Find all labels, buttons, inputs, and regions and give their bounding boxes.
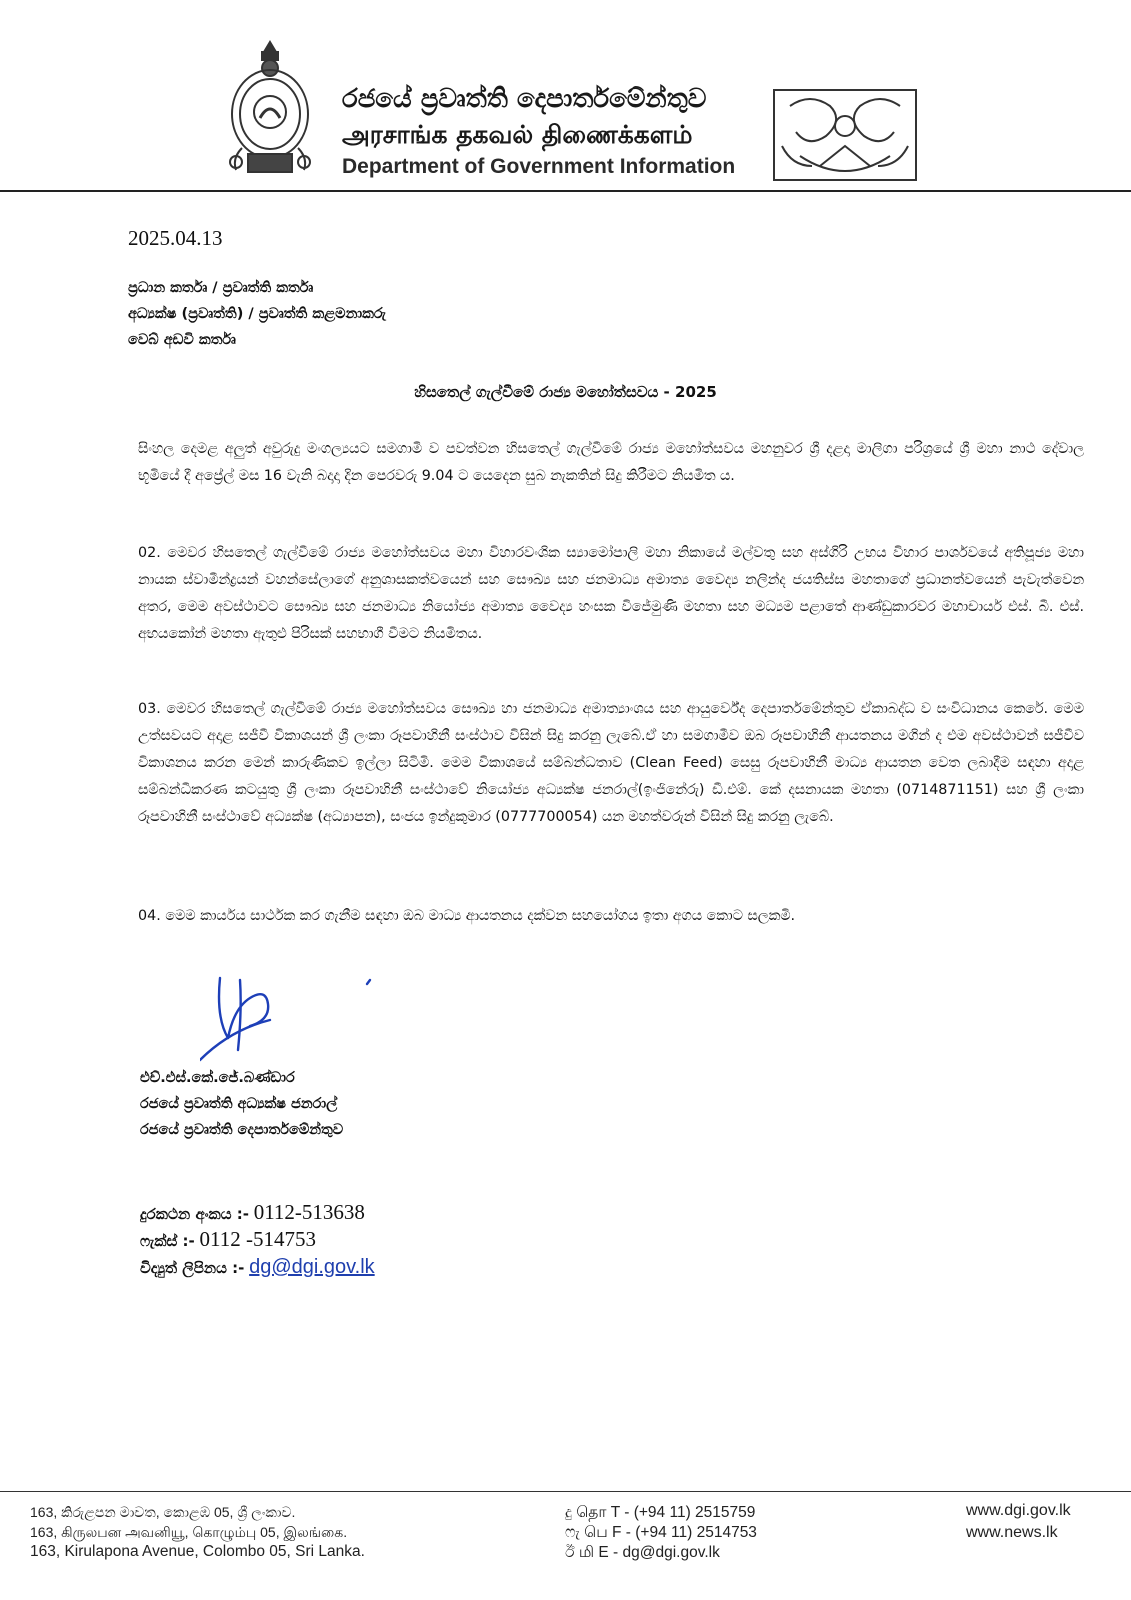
phone-number: 0112-513638	[253, 1200, 365, 1224]
footer-fax: ෆැ பெ F - (+94 11) 2514753	[565, 1524, 757, 1541]
signatory-name: එච්.එස්.කේ.ජේ.බණ්ඩාර	[140, 1070, 295, 1086]
footer-divider	[0, 1491, 1131, 1492]
recipient-line: ප්‍රධාන කර්තෘ / ප්‍රවෘත්ති කර්තෘ	[128, 280, 314, 296]
department-name-sinhala: රජයේ ප්‍රවෘත්ති දෙපාර්තමේන්තුව	[342, 84, 707, 114]
handwritten-signature-icon	[200, 970, 400, 1070]
department-name-tamil: அரசாங்க தகவல் திணைக்களம்	[342, 120, 693, 149]
recipient-line: අධ්‍යක්ෂ (ප්‍රවෘත්ති) / ප්‍රවෘත්ති කළමනාකරු	[128, 306, 387, 322]
email-contact	[140, 1256, 375, 1279]
footer-address-english: 163, Kirulapona Avenue, Colombo 05, Sri Lanka.	[30, 1543, 365, 1560]
body-paragraph: සිංහල දෙමළ අලුත් අවුරුදු මංගල්‍යයට සමගාමී ව පවත්වන හිසතෙල් ගැල්වීමේ රාජ්‍ය මහෝත්සවය මහනුවර ශ්‍රී දළදා මාලිගා පරිශ්‍රයේ ශ්‍රී මහා නාථ දේවාල භූමියේ දී අප්‍රේල් මස 16 වැනි බදාදා දින පෙරවරු 9.04 ට යෙදෙන සුබ නැකතින් සිදු කිරීමට නියමිත ය.	[138, 441, 1084, 484]
email-link[interactable]: dg@dgi.gov.lk	[249, 1256, 375, 1278]
footer-address-sinhala: 163, කිරුළපන මාවත, කොළඹ 05, ශ්‍රී ලංකාව.	[30, 1504, 296, 1520]
fax-contact	[140, 1227, 316, 1252]
letter-date: 2025.04.13	[128, 226, 223, 250]
signatory-department: රජයේ ප්‍රවෘත්ති දෙපාර්තමේන්තුව	[140, 1122, 344, 1138]
letter-subject: හිසතෙල් ගැල්වීමේ රාජ්‍ය මහෝත්සවය - 2025	[414, 383, 717, 401]
signatory-title: රජයේ ප්‍රවෘත්ති අධ්‍යක්ෂ ජනරාල්	[140, 1096, 338, 1112]
department-name-english: Department of Government Information	[342, 155, 736, 178]
state-emblem-icon	[222, 38, 318, 178]
phone-contact	[140, 1200, 365, 1225]
fax-number: 0112 -514753	[199, 1227, 317, 1251]
header-divider	[0, 190, 1131, 192]
footer-website-dgi[interactable]: www.dgi.gov.lk	[966, 1502, 1071, 1519]
body-paragraph: 03. මෙවර හිසතෙල් ගැල්වීමේ රාජ්‍ය මහෝත්සවය සෞඛ්‍ය හා ජනමාධ්‍ය අමාත්‍යාංශය සහ ආයුර්වේද දෙපාර්තමේන්තුව ඒකාබද්ධ ව සංවිධානය කෙරේ. මෙම උත්සවයට අදාළ සජීවී විකාශයන් ශ්‍රී ලංකා රූපවාහිනී සංස්ථාව විසින් සිදු කරනු ලැබේ.ඒ හා සමගාමීව ඔබ රූපවාහිනී ආයතනය මගින් ද එම අවස්ථාවන් සජීවීව විකාශනය කරන මෙන් කාරුණිකව ඉල්ලා සිටිමි. මෙම විකාශයේ සම්බන්ධතාව (Clean Feed) සෙසු රූපවාහිනී මාධ්‍ය ආයතන වෙත ලබාදීම සඳහා අදාළ සම්බන්ධීකරණ කටයුතු ශ්‍රී ලංකා රූපවාහිනී සංස්ථාවේ නියෝජ්‍ය අධ්‍යක්ෂ ජනරාල්(ඉංජිනේරු) ඩී.එම්. කේ දසනායක මහතා (0714871151) සහ ශ්‍රී ලංකා රූපවාහිනී සංස්ථාවේ අධ්‍යක්ෂ (අධ්‍යාපන), සංජය ඉන්දුකුමාර (0777700054) යන මහත්වරුන් විසින් සිදු කරනු ලැබේ.	[138, 701, 1084, 825]
footer-email: ඊ மி E - dg@dgi.gov.lk	[565, 1544, 720, 1561]
footer-website-news[interactable]: www.news.lk	[966, 1524, 1058, 1541]
body-paragraph: 04. මෙම කාර්යය සාර්ථක කර ගැනීම සඳහා ඔබ මාධ්‍ය ආයතනය දක්වන සහයෝගය ඉතා අගය කොට සලකමි.	[138, 908, 796, 924]
body-paragraph: 02. මෙවර හිසතෙල් ගැල්වීමේ රාජ්‍ය මහෝත්සවය මහා විහාරවංශික ස්‍යාමෝපාලි මහා නිකායේ මල්වතු සහ අස්ගිරි උභය විහාර පාර්ශවයේ අතිපූජ්‍ය මහා නායක ස්වාමීන්ද්‍රයන් වහන්සේලාගේ අනුශාසකත්වයෙන් සහ සෞඛ්‍ය සහ ජනමාධ්‍ය අමාත්‍ය වෛද්‍ය නලින්ද ජයතිස්ස මහතාගේ ප්‍රධානත්වයෙන් පැවැත්වෙන අතර, මෙම අවස්ථාවට සෞඛ්‍ය සහ ජනමාධ්‍ය නියෝජ්‍ය අමාත්‍ය වෛද්‍ය හංසක විජේමුණි මහතා සහ මධ්‍යම පළාතේ ආණ්ඩුකාරවර මහාචාර්ය එස්. බී. එස්. අභයකෝන් මහතා ඇතුළු පිරිසක් සහභාගී වීමට නියමිතය.	[138, 545, 1084, 642]
footer-phone: දු தொ T - (+94 11) 2515759	[565, 1504, 756, 1521]
recipient-line: වෙබ් අඩවි කර්තෘ	[128, 332, 236, 348]
phone-label: දුරකථන අංකය :-	[140, 1205, 249, 1223]
decorative-ornament-icon	[770, 86, 920, 184]
email-label: විද්‍යුත් ලිපිනය :-	[140, 1259, 245, 1277]
fax-label: ෆැක්ස් :-	[140, 1232, 195, 1250]
footer-address-tamil: 163, கிருலபன அவனியூ, கொழும்பு 05, இலங்கை.	[30, 1524, 348, 1540]
